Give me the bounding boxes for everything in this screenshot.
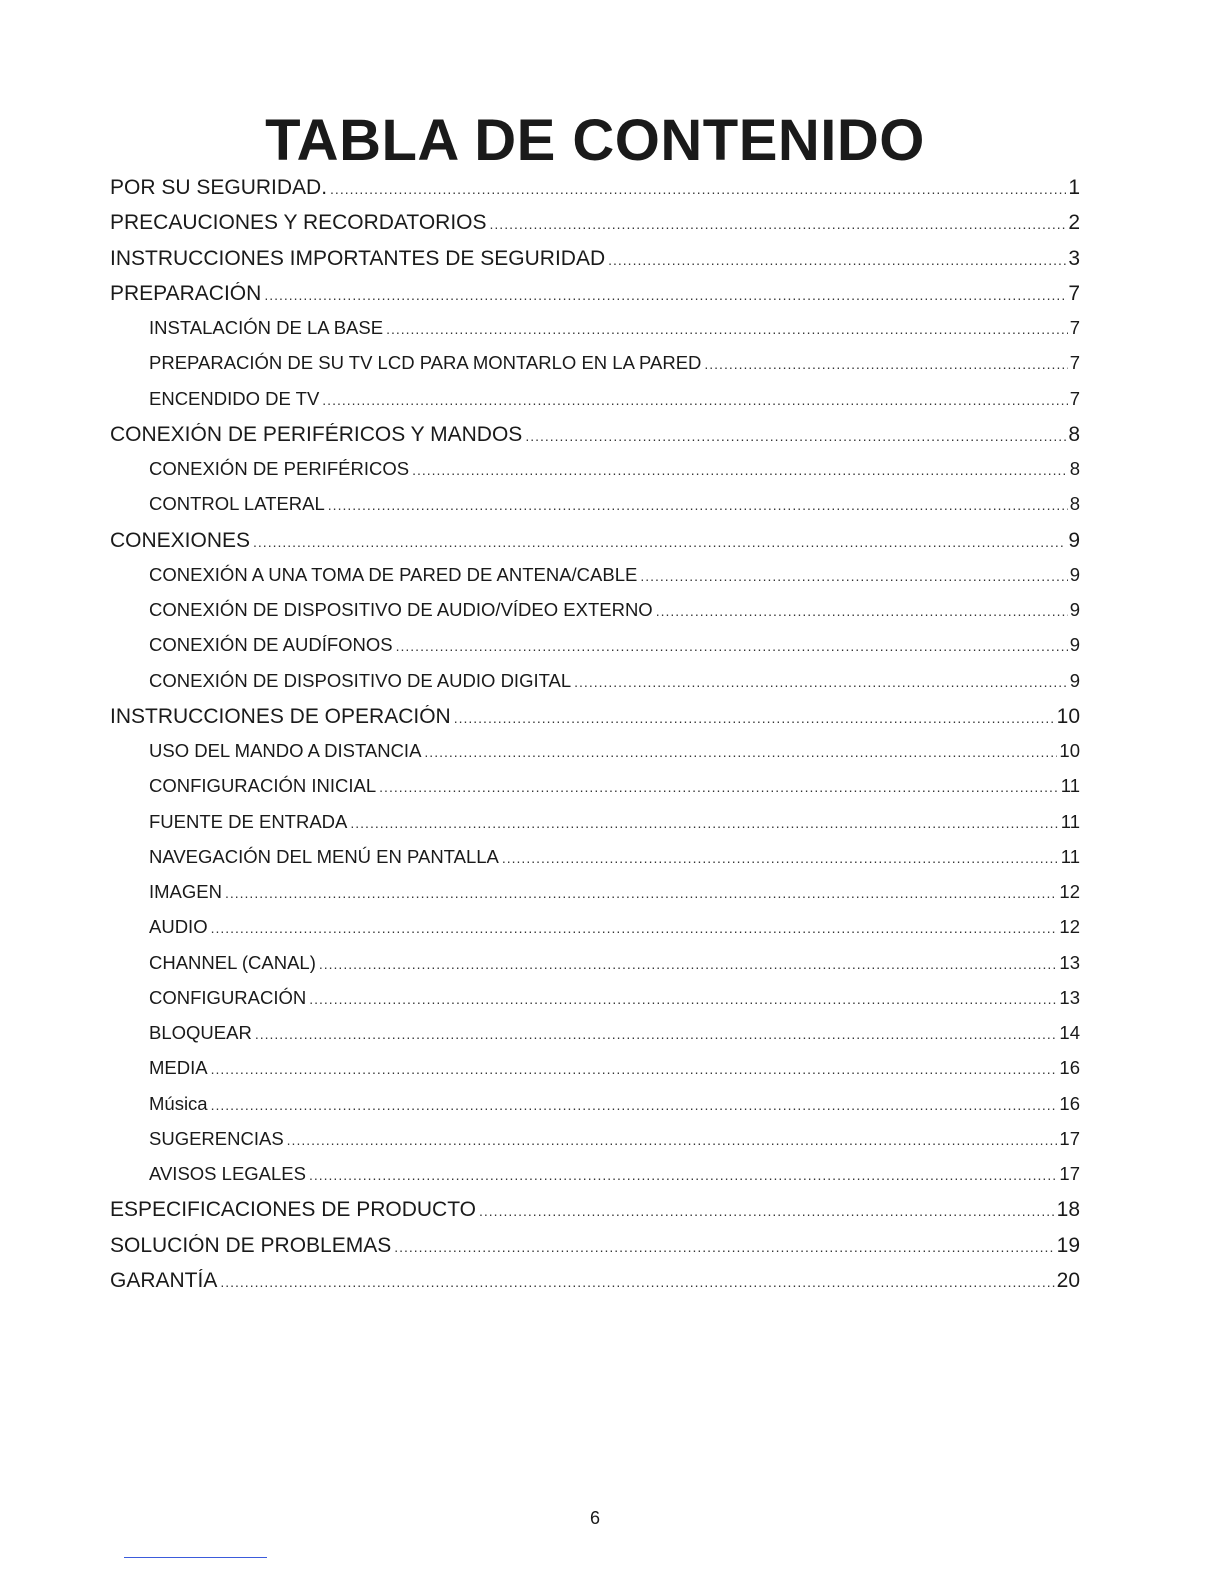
toc-entry-label: CONEXIÓN DE PERIFÉRICOS Y MANDOS <box>110 422 523 446</box>
toc-dot-leader <box>211 920 1058 936</box>
toc-subsection-entry <box>149 564 1080 594</box>
toc-dot-leader <box>330 181 1066 197</box>
toc-entry-label: USO DEL MANDO A DISTANCIA <box>149 740 422 761</box>
toc-entry-page: 11 <box>1060 810 1080 832</box>
toc-section-entry <box>110 1198 1080 1228</box>
toc-entry-page: 9 <box>1069 669 1080 691</box>
toc-subsection-entry <box>149 811 1080 841</box>
toc-entry-page: 8 <box>1068 422 1080 446</box>
toc-entry-page: 16 <box>1059 1092 1080 1114</box>
toc-entry-label: CONEXIÓN DE DISPOSITIVO DE AUDIO/VÍDEO EXTERNO <box>149 599 653 620</box>
toc-entry-page: 10 <box>1056 704 1080 728</box>
toc-dot-leader <box>328 497 1068 513</box>
toc-entry-label: CONEXIÓN DE AUDÍFONOS <box>149 634 393 656</box>
toc-dot-leader <box>211 1097 1058 1113</box>
toc-entry-label: INSTRUCCIONES IMPORTANTES DE SEGURIDAD <box>110 246 606 270</box>
toc-subsection-entry <box>149 458 1080 488</box>
toc-entry-label: PREPARACIÓN DE SU TV LCD PARA MONTARLO EN LA PARED <box>149 352 702 374</box>
toc-dot-leader <box>574 674 1068 690</box>
toc-entry-page: 8 <box>1069 493 1080 515</box>
toc-section-entry <box>110 176 1080 206</box>
toc-subsection-entry <box>149 493 1080 523</box>
toc-section-entry <box>110 423 1080 453</box>
toc-entry-page: 10 <box>1059 740 1080 761</box>
toc-subsection-entry <box>149 987 1080 1017</box>
toc-entry-label: NAVEGACIÓN DEL MENÚ EN PANTALLA <box>149 845 499 867</box>
toc-dot-leader <box>255 1026 1058 1042</box>
toc-entry-label: CONFIGURACIÓN <box>149 986 307 1008</box>
toc-entry-label: FUENTE DE ENTRADA <box>149 810 348 832</box>
toc-entry-label: INSTALACIÓN DE LA BASE <box>149 317 384 338</box>
toc-subsection-entry <box>149 352 1080 382</box>
toc-entry-label: INSTRUCCIONES DE OPERACIÓN <box>110 704 451 728</box>
toc-subsection-entry <box>149 775 1080 805</box>
toc-subsection-entry <box>149 599 1080 629</box>
toc-entry-label: CONEXIONES <box>110 528 251 552</box>
toc-entry-page: 20 <box>1056 1268 1080 1292</box>
toc-subsection-entry <box>149 740 1080 770</box>
toc-entry-page: 12 <box>1059 916 1080 938</box>
toc-section-entry <box>110 1234 1080 1264</box>
toc-section-entry <box>110 1269 1080 1299</box>
toc-entry-page: 7 <box>1068 281 1080 305</box>
toc-section-entry <box>110 529 1080 559</box>
toc-entry-page: 9 <box>1069 563 1080 585</box>
toc-entry-label: ENCENDIDO DE TV <box>149 387 320 409</box>
toc-subsection-entry <box>149 388 1080 418</box>
toc-dot-leader <box>211 1061 1058 1077</box>
toc-subsection-entry <box>149 1093 1080 1123</box>
toc-dot-leader <box>319 956 1058 972</box>
toc-dot-leader <box>412 462 1068 478</box>
toc-entry-page: 16 <box>1059 1057 1080 1079</box>
toc-subsection-entry <box>149 881 1080 911</box>
toc-entry-label: POR SU SEGURIDAD. <box>110 176 328 199</box>
toc-entry-label: IMAGEN <box>149 881 222 902</box>
footer-divider <box>124 1557 267 1558</box>
toc-subsection-entry <box>149 916 1080 946</box>
toc-subsection-entry <box>149 952 1080 982</box>
toc-subsection-entry <box>149 1057 1080 1087</box>
toc-subsection-entry <box>149 1163 1080 1193</box>
toc-entry-page: 17 <box>1059 1163 1080 1184</box>
toc-entry-label: CHANNEL (CANAL) <box>149 951 316 973</box>
toc-entry-page: 13 <box>1059 951 1080 973</box>
toc-entry-page: 14 <box>1059 1022 1080 1043</box>
toc-entry-label: BLOQUEAR <box>149 1022 252 1043</box>
toc-entry-page: 18 <box>1056 1198 1080 1222</box>
toc-entry-label: AVISOS LEGALES <box>149 1163 306 1184</box>
toc-subsection-entry <box>149 1022 1080 1052</box>
page-number: 6 <box>589 1508 600 1528</box>
toc-dot-leader <box>608 252 1066 268</box>
toc-entry-page: 3 <box>1068 246 1080 270</box>
toc-dot-leader <box>502 850 1059 866</box>
toc-entry-label: CONEXIÓN DE DISPOSITIVO DE AUDIO DIGITAL <box>149 669 572 691</box>
toc-entry-page: 19 <box>1056 1233 1080 1257</box>
toc-entry-label: CONTROL LATERAL <box>149 493 325 515</box>
toc-entry-label: Música <box>149 1092 208 1114</box>
toc-dot-leader <box>225 885 1057 901</box>
toc-dot-leader <box>386 321 1068 337</box>
toc-dot-leader <box>525 428 1066 444</box>
toc-dot-leader <box>640 568 1067 584</box>
toc-dot-leader <box>490 216 1067 232</box>
toc-entry-label: MEDIA <box>149 1057 208 1079</box>
toc-dot-leader <box>379 779 1059 795</box>
toc-entry-label: CONEXIÓN A UNA TOMA DE PARED DE ANTENA/CABLE <box>149 563 638 585</box>
toc-entry-page: 7 <box>1069 317 1080 338</box>
toc-entry-label: CONFIGURACIÓN INICIAL <box>149 775 377 797</box>
toc-dot-leader <box>220 1274 1054 1290</box>
toc-entry-label: PRECAUCIONES Y RECORDATORIOS <box>110 211 487 235</box>
toc-dot-leader <box>479 1203 1055 1219</box>
toc-dot-leader <box>264 287 1066 303</box>
toc-dot-leader <box>287 1132 1058 1148</box>
toc-section-entry <box>110 247 1080 277</box>
toc-dot-leader <box>656 603 1068 619</box>
toc-entry-page: 11 <box>1060 775 1080 797</box>
toc-entry-label: SUGERENCIAS <box>149 1127 284 1149</box>
toc-section-entry <box>110 705 1080 735</box>
toc-entry-page: 7 <box>1069 352 1080 374</box>
toc-subsection-entry <box>149 846 1080 876</box>
toc-entry-page: 2 <box>1068 211 1080 235</box>
toc-entry-label: SOLUCIÓN DE PROBLEMAS <box>110 1233 392 1257</box>
toc-entry-page: 13 <box>1059 986 1080 1008</box>
toc-dot-leader <box>394 1239 1054 1255</box>
toc-entry-page: 9 <box>1069 599 1080 620</box>
toc-entry-page: 9 <box>1068 528 1080 552</box>
toc-subsection-entry <box>149 670 1080 700</box>
toc-entry-label: AUDIO <box>149 916 208 938</box>
page-title: TABLA DE CONTENIDO <box>265 108 925 173</box>
toc-entry-label: GARANTÍA <box>110 1268 218 1292</box>
toc-section-entry <box>110 282 1080 312</box>
toc-entry-page: 12 <box>1059 881 1080 902</box>
toc-entry-label: ESPECIFICACIONES DE PRODUCTO <box>110 1198 477 1222</box>
toc-entry-label: CONEXIÓN DE PERIFÉRICOS <box>149 458 410 479</box>
toc-dot-leader <box>396 638 1068 654</box>
toc-subsection-entry <box>149 317 1080 347</box>
toc-entry-page: 11 <box>1060 845 1080 867</box>
toc-section-entry <box>110 211 1080 241</box>
toc-dot-leader <box>322 392 1067 408</box>
toc-dot-leader <box>309 991 1057 1007</box>
toc-entry-page: 8 <box>1069 458 1080 479</box>
toc-entry-label: PREPARACIÓN <box>110 281 262 305</box>
toc-entry-page: 7 <box>1069 387 1080 409</box>
toc-dot-leader <box>350 815 1058 831</box>
toc-dot-leader <box>424 744 1057 760</box>
toc-entry-page: 9 <box>1069 634 1080 656</box>
toc-dot-leader <box>704 356 1067 372</box>
toc-dot-leader <box>253 534 1066 550</box>
toc-subsection-entry <box>149 634 1080 664</box>
toc-dot-leader <box>309 1167 1057 1183</box>
toc-dot-leader <box>454 710 1055 726</box>
toc-subsection-entry <box>149 1128 1080 1158</box>
toc-entry-page: 17 <box>1059 1127 1080 1149</box>
toc-entry-page: 1 <box>1068 176 1080 199</box>
